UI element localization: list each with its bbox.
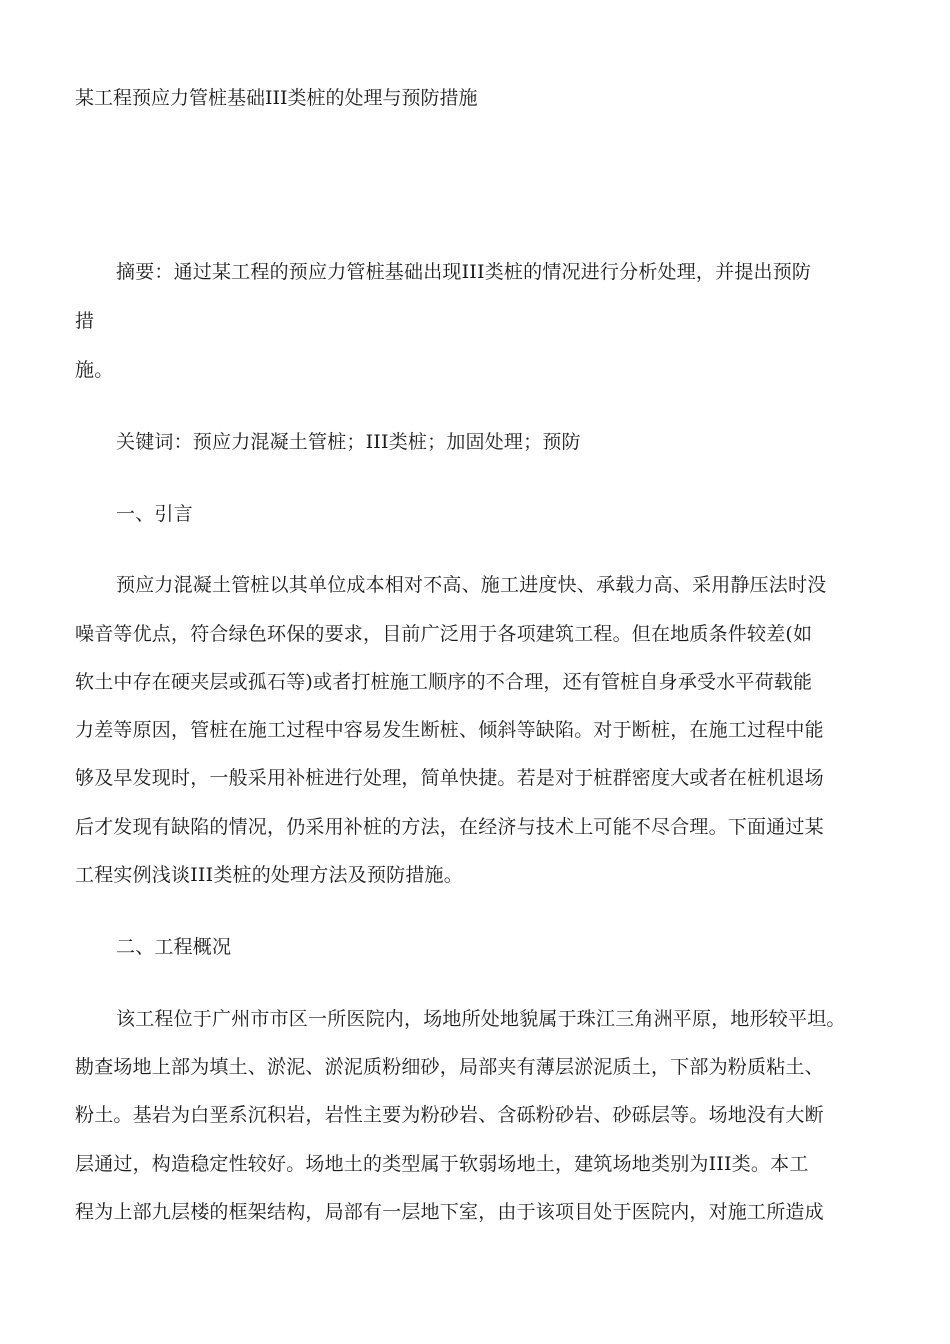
- paragraph-line: 软土中存在硬夹层或孤石等)或者打桩施工顺序的不合理，还有管桩自身承受水平荷载能: [75, 671, 813, 693]
- paragraph-line: 粉土。基岩为白垩系沉积岩，岩性主要为粉砂岩、含砾粉砂岩、砂砾层等。场地没有大断: [75, 1104, 824, 1126]
- paragraph-line: 噪音等优点，符合绿色环保的要求，目前广泛用于各项建筑工程。但在地质条件较差(如: [75, 623, 813, 645]
- abstract-line: 施。: [75, 359, 114, 381]
- paragraph-line: 后才发现有缺陷的情况，仍采用补桩的方法，在经济与技术上可能不尽合理。下面通过某: [75, 816, 824, 838]
- abstract-line: 措: [75, 310, 95, 332]
- abstract-line: 摘要：通过某工程的预应力管桩基础出现III类桩的情况进行分析处理，并提出预防: [116, 261, 812, 283]
- paragraph-line: 力差等原因，管桩在施工过程中容易发生断桩、倾斜等缺陷。对于断桩，在施工过程中能: [75, 719, 824, 741]
- paragraph-line: 工程实例浅谈III类桩的处理方法及预防措施。: [75, 864, 463, 886]
- paragraph-line: 勘查场地上部为填土、淤泥、淤泥质粉细砂，局部夹有薄层淤泥质土，下部为粉质粘土、: [75, 1056, 824, 1078]
- paragraph-line: 程为上部九层楼的框架结构，局部有一层地下室，由于该项目处于医院内，对施工所造成: [75, 1201, 824, 1223]
- section-heading: 二、工程概况: [116, 936, 232, 958]
- document-title: 某工程预应力管桩基础III类桩的处理与预防措施: [75, 87, 478, 109]
- keywords-line: 关键词：预应力混凝土管桩；III类桩；加固处理；预防: [116, 431, 581, 453]
- paragraph-line: 层通过，构造稳定性较好。场地土的类型属于软弱场地土，建筑场地类别为III类。本工: [75, 1153, 809, 1175]
- paragraph-line: 该工程位于广州市市区一所医院内，场地所处地貌属于珠江三角洲平原，地形较平坦。: [116, 1008, 846, 1030]
- paragraph-line: 预应力混凝土管桩以其单位成本相对不高、施工进度快、承载力高、采用静压法时没: [116, 574, 827, 596]
- paragraph-line: 够及早发现时，一般采用补桩进行处理，简单快捷。若是对于桩群密度大或者在桩机退场: [75, 767, 824, 789]
- section-heading: 一、引言: [116, 503, 193, 525]
